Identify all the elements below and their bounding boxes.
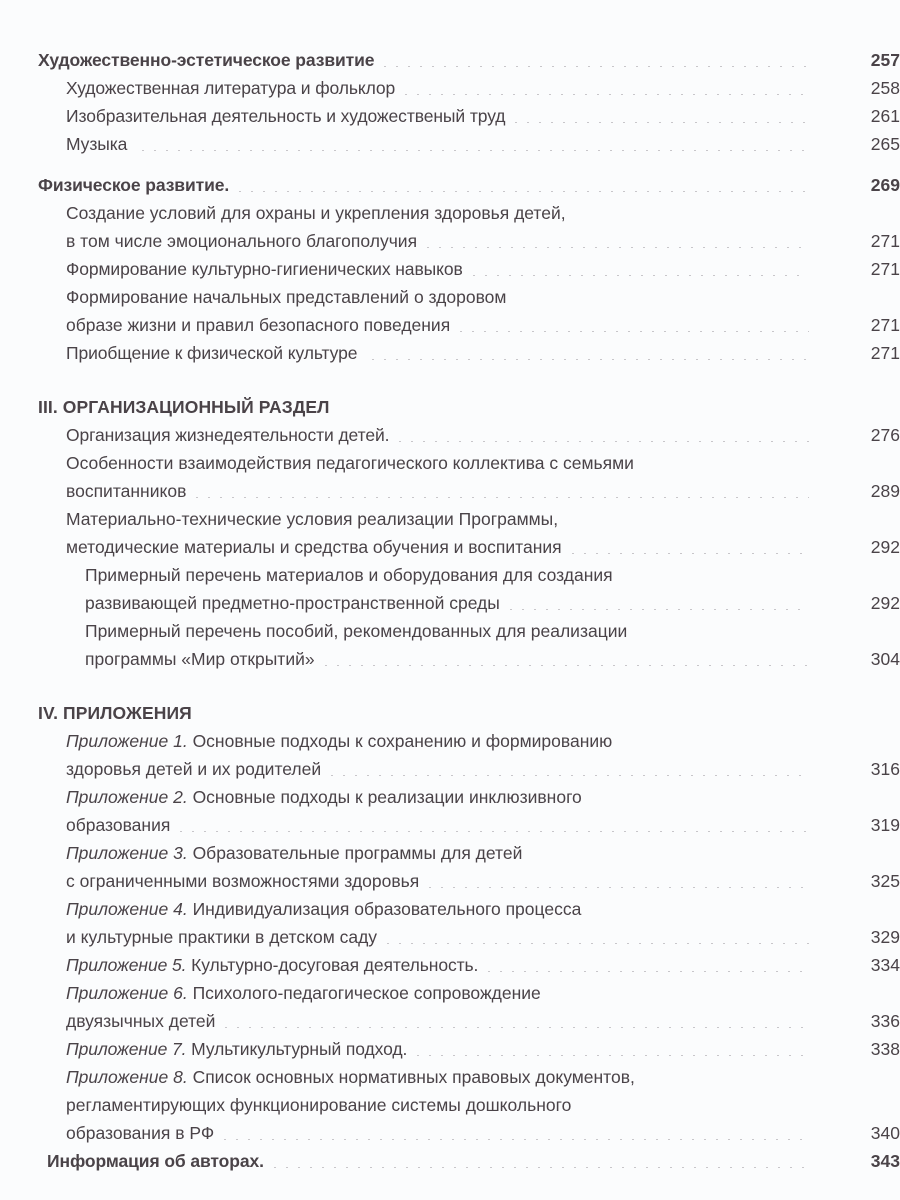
entry-title [66,505,900,561]
leader-dots [382,943,809,944]
appendix-label: Приложение 5. [66,955,187,975]
entry-title-text: Список основных нормативных правовых документов, [187,1067,635,1087]
entry-title: Музыка [66,134,133,154]
entry-title: Художественная литература и фольклор [66,78,396,98]
entry-title-line [66,755,900,783]
toc-entry[interactable] [0,46,900,74]
page-number: 265 [870,134,900,154]
entry-title: Организация жизнедеятельности детей. [66,425,390,445]
entry-title [66,979,900,1035]
leader-dots [567,553,809,554]
entry-title-text: Культурно-досуговая деятельность. [186,955,479,975]
entry-title-line [66,227,900,255]
entry-title-text: Формирование начальных представлений о здоровом [66,287,507,307]
entry-title-line [66,1119,900,1147]
appendix-label: Приложение 7. [66,1039,187,1059]
page-number: 334 [870,955,900,975]
page-number: 257 [870,50,900,70]
leader-dots [234,191,809,192]
toc-entry[interactable] [0,839,900,895]
entry-title-line [66,979,900,1007]
leader-dots [455,331,809,332]
section-heading-label: III. ОРГАНИЗАЦИОННЫЙ РАЗДЕЛ [38,397,330,417]
entry-title-text: образе жизни и правил безопасного поведения [66,315,451,335]
page-number: 292 [870,593,900,613]
toc-entry[interactable] [0,951,900,979]
page-number: 319 [870,815,900,835]
entry-title-line [66,449,900,477]
page-number: 261 [870,106,900,126]
leader-dots [412,1055,809,1056]
toc-entry[interactable] [0,421,900,449]
leader-dots [191,497,809,498]
entry-title-text: Примерный перечень материалов и оборудования для создания [85,565,613,585]
entry-title-text: образования в РФ [66,1123,215,1143]
page-number: 271 [870,315,900,335]
entry-title: Приобщение к физической культуре [66,343,363,363]
entry-title [66,783,900,839]
page-number: 269 [870,175,900,195]
entry-title-line [66,199,900,227]
leader-dots [424,887,809,888]
toc-entry[interactable] [0,727,900,783]
leader-dots [326,775,809,776]
entry-title-text: Образовательные программы для детей [187,843,523,863]
page-number: 271 [870,231,900,251]
leader-dots [379,66,809,67]
page-number: 316 [870,759,900,779]
page-number: 304 [870,649,900,669]
entry-title-text: воспитанников [66,481,187,501]
appendix-label: Приложение 2. [66,787,188,807]
entry-title-text: регламентирующих функционирование системы дошкольного [66,1095,572,1115]
leader-dots [219,1139,809,1140]
toc-entry[interactable] [0,449,900,505]
toc-entry[interactable] [0,283,900,339]
entry-title-line [66,1091,900,1119]
entry-title-line [66,311,900,339]
leader-dots [422,247,809,248]
page-number: 325 [870,871,900,891]
entry-title [66,895,900,951]
entry-title-text: здоровья детей и их родителей [66,759,322,779]
page-number: 329 [870,927,900,947]
entry-title-line [85,645,900,673]
entry-title: Изобразительная деятельность и художественый труд [66,106,506,126]
leader-dots [400,94,809,95]
entry-title-line [66,783,900,811]
entry-title: Информация об авторах. [47,1151,264,1171]
toc-entry[interactable] [0,199,900,255]
toc-entry[interactable] [0,1035,900,1063]
toc-entry[interactable] [0,1147,900,1175]
appendix-label: Приложение 8. [66,1067,188,1087]
leader-dots [483,971,809,972]
leader-dots [137,150,809,151]
entry-title-line [66,923,900,951]
entry-title-text: Примерный перечень пособий, рекомендованных для реализации [85,621,628,641]
entry-title-text: с ограниченными возможностями здоровья [66,871,420,891]
entry-title-line [66,811,900,839]
entry-title-text: образования [66,815,171,835]
entry-title-text: и культурные практики в детском саду [66,927,378,947]
entry-title-line [66,477,900,505]
appendix-label: Приложение 3. [66,843,188,863]
entry-title-text: Создание условий для охраны и укрепления здоровья детей, [66,203,566,223]
entry-title-line [66,1063,900,1091]
toc-entry[interactable] [0,339,900,367]
toc-section-heading [0,380,900,421]
toc-section-heading [0,686,900,727]
entry-title: Физическое развитие. [38,175,230,195]
toc-entry[interactable] [0,979,900,1035]
page-number: 289 [870,481,900,501]
entry-title-text: развивающей предметно-пространственной среды [85,593,500,613]
entry-title: Формирование культурно-гигиенических навыков [66,259,463,279]
entry-title-text: Мультикультурный подход. [186,1039,408,1059]
toc-entry[interactable] [0,130,900,158]
toc-entry-list [0,46,900,1175]
page-number: 271 [870,259,900,279]
toc-entry[interactable] [0,783,900,839]
entry-title-text: методические материалы и средства обучения и воспитания [66,537,562,557]
toc-entry[interactable] [0,561,900,617]
page-number: 271 [870,343,900,363]
entry-title-line [66,867,900,895]
entry-title [66,839,900,895]
entry-title-text: программы «Мир открытий» [85,649,315,669]
entry-title-line [66,727,900,755]
entry-title: Художественно-эстетическое развитие [38,50,375,70]
entry-title-text: двуязычных детей [66,1011,216,1031]
toc-entry[interactable] [0,74,900,102]
page-number: 340 [870,1123,900,1143]
appendix-label: Приложение 6. [66,983,188,1003]
entry-title-line [66,895,900,923]
entry-title-text: Материально-технические условия реализации Программы, [66,509,559,529]
page-number: 258 [870,78,900,98]
appendix-label: Приложение 1. [66,731,188,751]
entry-title-line [66,283,900,311]
entry-title [85,561,900,617]
entry-title [66,951,478,979]
entry-title-text: Психолого-педагогическое сопровождение [187,983,541,1003]
entry-title-line [66,839,900,867]
toc-entry[interactable] [0,171,900,199]
page-number: 336 [870,1011,900,1031]
entry-title-text: в том числе эмоционального благополучия [66,231,418,251]
entry-title-line [66,505,900,533]
leader-dots [367,359,809,360]
entry-title-line [85,589,900,617]
leader-dots [510,122,809,123]
toc-entry[interactable] [0,255,900,283]
entry-title [66,727,900,783]
page-number: 343 [870,1151,900,1171]
entry-title-line [85,561,900,589]
toc-entry[interactable] [0,505,900,561]
entry-title-line [66,1007,900,1035]
page-number: 338 [870,1039,900,1059]
page-number: 292 [870,537,900,557]
entry-title [66,283,900,339]
entry-title-line [66,533,900,561]
toc-entry[interactable] [0,102,900,130]
leader-dots [269,1167,809,1168]
entry-title [66,1035,407,1063]
toc-entry[interactable] [0,895,900,951]
entry-title-text: Основные подходы к реализации инклюзивного [187,787,582,807]
entry-title [66,449,900,505]
toc-entry[interactable] [0,617,900,673]
leader-dots [175,831,809,832]
leader-dots [394,441,809,442]
leader-dots [505,609,809,610]
toc-entry[interactable] [0,1063,900,1147]
entry-title [66,1063,900,1147]
entry-title-line [85,617,900,645]
page-number: 276 [870,425,900,445]
entry-title-text: Основные подходы к сохранению и формированию [187,731,613,751]
leader-dots [468,275,809,276]
entry-title-text: Индивидуализация образовательного процесса [187,899,582,919]
entry-title [66,199,900,255]
entry-title-text: Особенности взаимодействия педагогического коллектива с семьями [66,453,634,473]
entry-title [85,617,900,673]
leader-dots [220,1027,809,1028]
appendix-label: Приложение 4. [66,899,188,919]
leader-dots [320,665,809,666]
section-heading-label: IV. ПРИЛОЖЕНИЯ [38,703,192,723]
